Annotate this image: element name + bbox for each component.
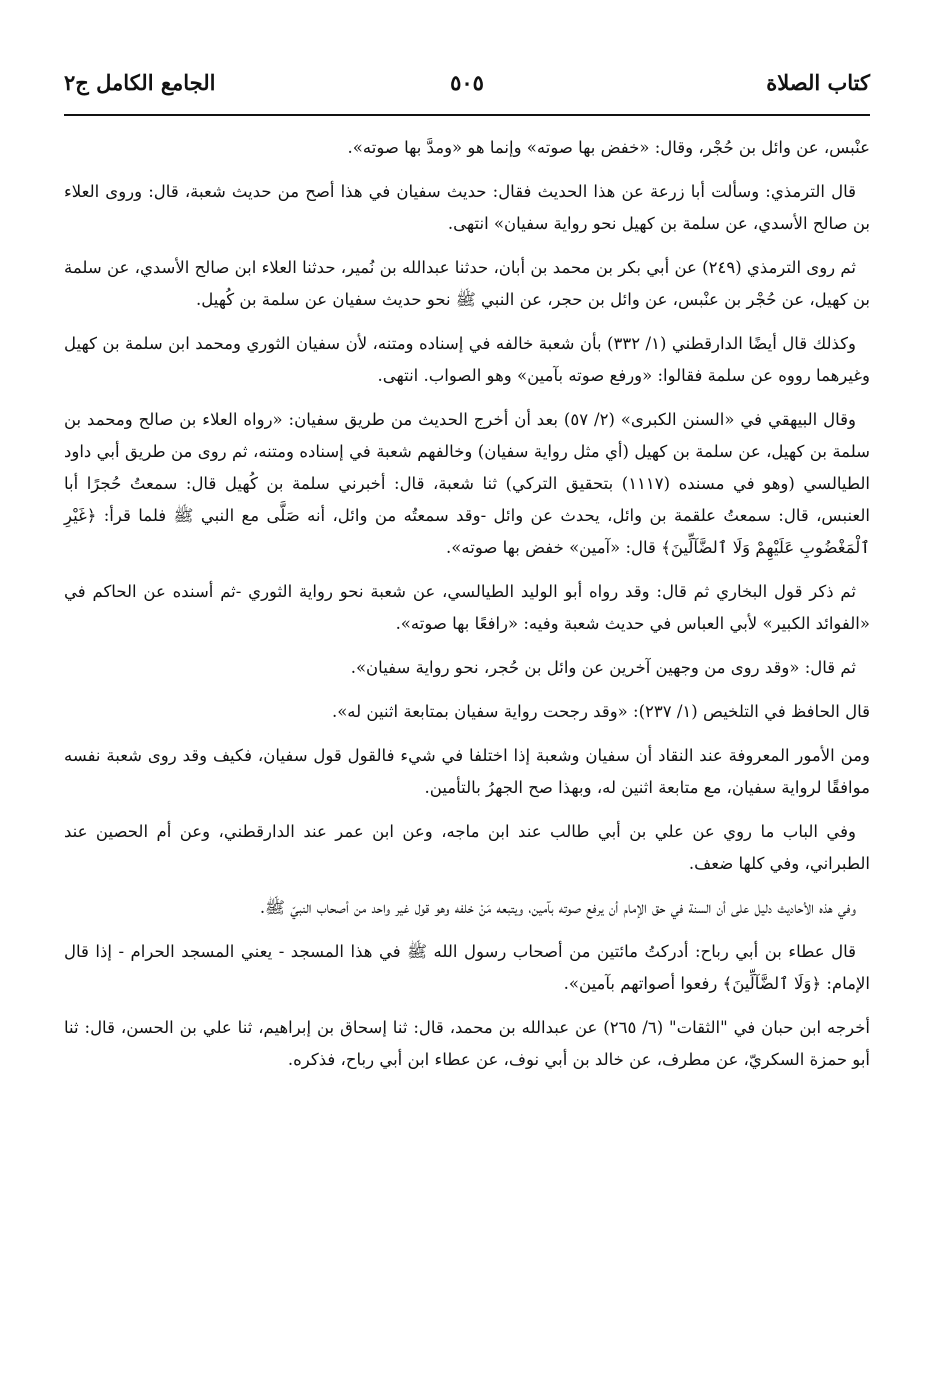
chapter-title: كتاب الصلاة [766, 70, 870, 95]
paragraph: وفي الباب ما روي عن علي بن أبي طالب عند ابن ماجه، وعن ابن عمر عند الدارقطني، وعن أم الحصين عند الطبراني، وفي كلها ضعف. [64, 822, 870, 873]
paragraph: وفي هذه الأحاديث دليل على أن السنة في حق الإمام أن يرفع صوته بآمين، ويتبعه مَنْ خلفه وهو قول غير واحد من أصحاب النبيّ ﷺ. [259, 898, 856, 917]
paragraph: قال الترمذي: وسألت أبا زرعة عن هذا الحديث فقال: حديث سفيان في هذا أصح من حديث شعبة، قال: وروى العلاء بن صالح الأسدي، عن سلمة بن كهيل نحو رواية سفيان» انتهى. [64, 182, 870, 233]
body-text [64, 132, 870, 1076]
paragraph: وقال البيهقي في «السنن الكبرى» (٢/ ٥٧) بعد أن أخرج الحديث من طريق سفيان: «رواه العلاء بن صالح ومحمد بن سلمة بن كهيل، عن سلمة بن كهيل (أي مثل رواية سفيان) وخالفهم شعبة في إسناده ومتنه، ثم روى من طريق أبي داود الطيالسي (وهو في مسنده (١١١٧) بتحقيق التركي) ثنا شعبة، قال: أخبرني سلمة بن كُهيل قال: سمعتُ حُجرًا أبا العنبس، قال: سمعتُ علقمة بن وائل، يحدث عن وائل -وقد سمعتُه من وائل، أنه صَلَّى مع النبي ﷺ فلما قرأ: ﴿غَيْرِ ٱلْمَغْضُوبِ عَلَيْهِمْ وَلَا ٱلضَّآلِّينَ﴾ قال: «آمين» خفض بها صوته». [64, 410, 870, 557]
page-number: ٥٠٥ [450, 70, 484, 95]
paragraph: قال عطاء بن أبي رباح: أدركتُ مائتين من أصحاب رسول الله ﷺ في هذا المسجد - يعني المسجد الحرام - إذا قال الإمام: ﴿وَلَا ٱلضَّآلِّينَ﴾ رفعوا أصواتهم بآمين». [64, 942, 870, 993]
header-rule [64, 114, 870, 116]
book-title: الجامع الكامل ج٢ [64, 70, 216, 95]
running-header [64, 70, 870, 110]
paragraph: ثم ذكر قول البخاري ثم قال: وقد رواه أبو الوليد الطيالسي، عن شعبة نحو رواية الثوري -ثم أسنده عن الحاكم في «الفوائد الكبير» لأبي العباس في حديث شعبة وفيه: «رافعًا بها صوته». [64, 582, 870, 633]
paragraph: أخرجه ابن حبان في "الثقات" (٦/ ٢٦٥) عن عبدالله بن محمد، قال: ثنا إسحاق بن إبراهيم، ثنا علي بن الحسن، قال: ثنا أبو حمزة السكريّ، عن مطرف، عن خالد بن أبي نوف، عن عطاء ابن أبي رباح، فذكره. [64, 1018, 870, 1069]
paragraph: وكذلك قال أيضًا الدارقطني (١/ ٣٣٢) بأن شعبة خالفه في إسناده ومتنه، لأن سفيان الثوري ومحمد ابن سلمة بن كهيل وغيرهما رووه عن سلمة فقالوا: «ورفع صوته بآمين» وهو الصواب. انتهى. [64, 334, 870, 385]
paragraph: عنْبس، عن وائل بن حُجْر، وقال: «خفض بها صوته» وإنما هو «ومدَّ بها صوته». [347, 138, 870, 157]
paragraph: قال الحافظ في التلخيص (١/ ٢٣٧): «وقد رجحت رواية سفيان بمتابعة اثنين له». [331, 702, 870, 721]
paragraph: ثم روى الترمذي (٢٤٩) عن أبي بكر بن محمد بن أبان، حدثنا عبدالله بن نُمير، حدثنا العلاء ابن صالح الأسدي، عن سلمة بن كهيل، عن حُجْر بن عنْبس، عن وائل بن حجر، عن النبي ﷺ نحو حديث سفيان عن سلمة بن كُهيل. [64, 258, 870, 309]
paragraph: ومن الأمور المعروفة عند النقاد أن سفيان وشعبة إذا اختلفا في شيء فالقول قول سفيان، فكيف وقد روى شعبة نفسه موافقًا لرواية سفيان، مع متابعة اثنين له، وبهذا صح الجهرُ بالتأمين. [64, 746, 870, 797]
document-page [64, 70, 870, 1088]
paragraph: ثم قال: «وقد روى من وجهين آخرين عن وائل بن حُجر، نحو رواية سفيان». [350, 658, 856, 677]
